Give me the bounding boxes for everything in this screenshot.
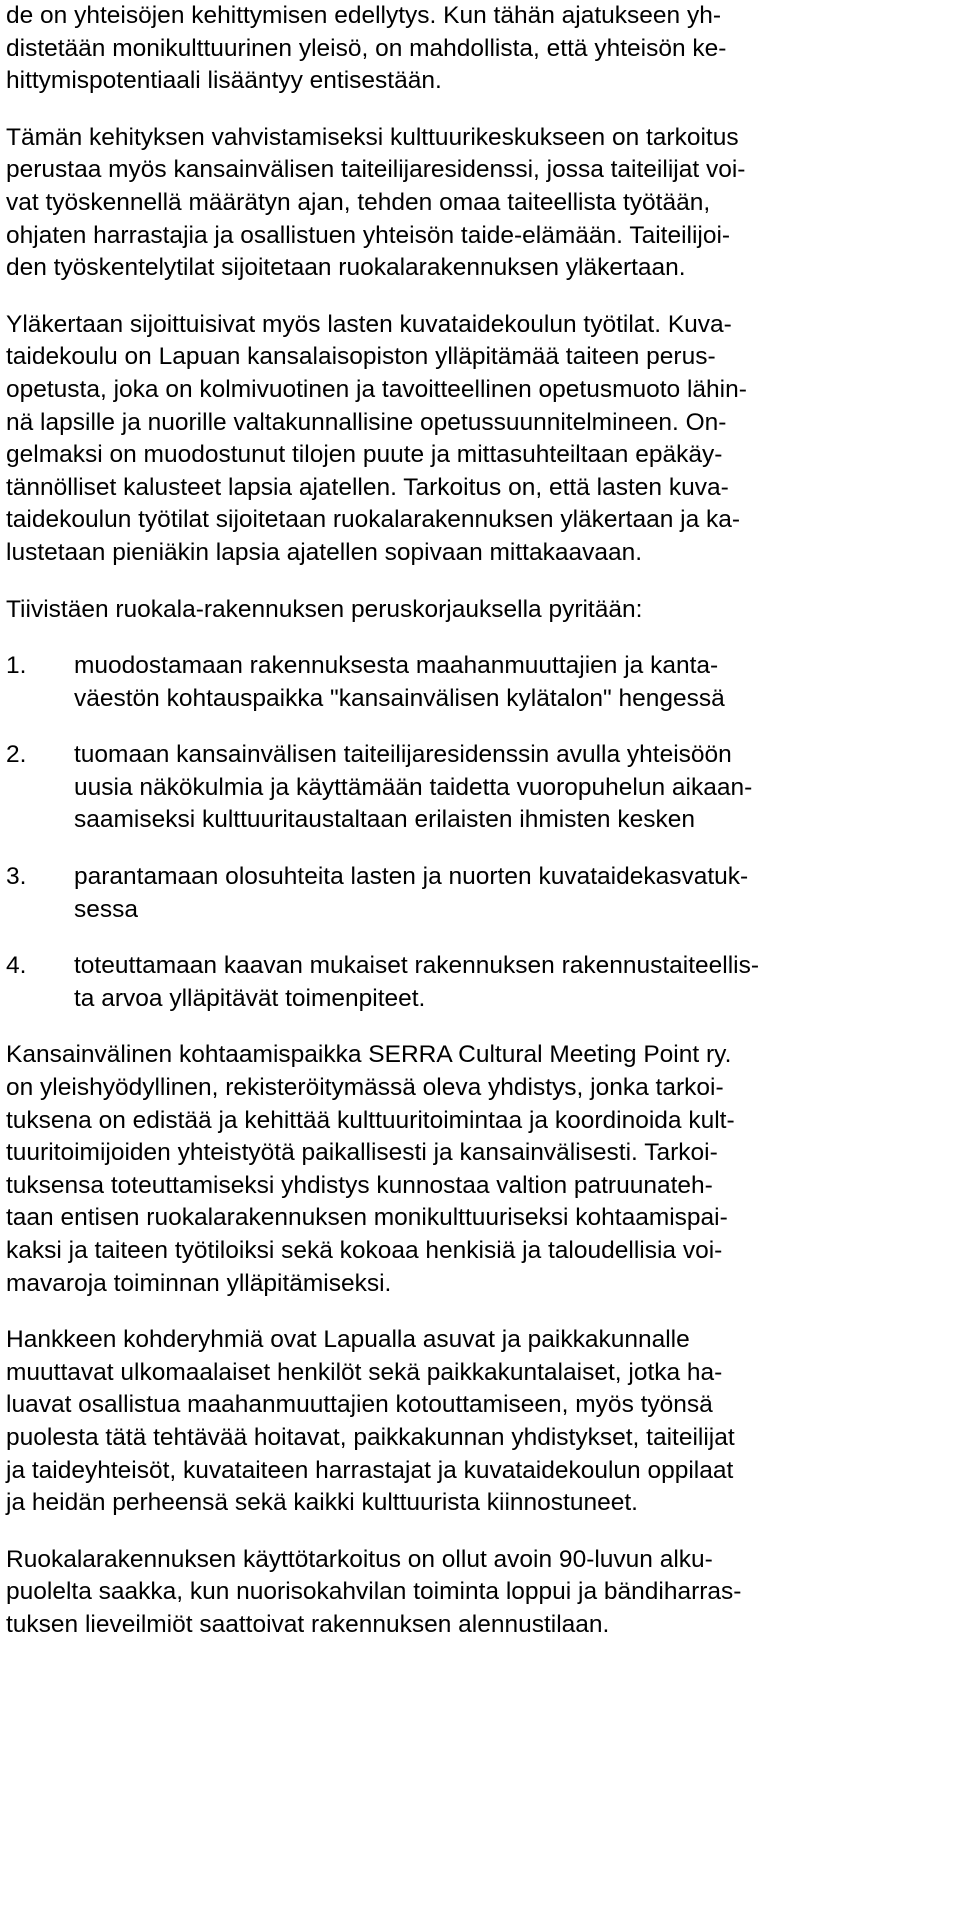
- list-item: [6, 739, 952, 837]
- list-item: [6, 950, 952, 1015]
- text-line: hittymispotentiaali lisääntyy entisestään.: [6, 67, 442, 95]
- text-line: taidekoulun työtilat sijoitetaan ruokalarakennuksen yläkertaan ja ka-: [6, 506, 741, 534]
- text-line: ja heidän perheensä sekä kaikki kulttuurista kiinnostuneet.: [6, 1489, 638, 1517]
- text-line: tuksen lieveilmiöt saattoivat rakennuksen alennustilaan.: [6, 1610, 610, 1638]
- paragraph-artist-residence: [6, 122, 952, 285]
- text-line: tuksena on edistää ja kehittää kulttuuritoimintaa ja koordinoida kult-: [6, 1106, 735, 1134]
- text-line: uusia näkökulmia ja käyttämään taidetta vuoropuhelun aikaan-: [74, 773, 753, 801]
- text-line: Tiivistäen ruokala-rakennuksen peruskorjauksella pyritään:: [6, 595, 643, 623]
- text-line: taan entisen ruokalarakennuksen monikulttuuriseksi kohtaamispai-: [6, 1204, 728, 1232]
- text-line: ja taideyhteisöt, kuvataiteen harrastajat ja kuvataidekoulun oppilaat: [6, 1456, 734, 1484]
- text-line: muodostamaan rakennuksesta maahanmuuttajien ja kanta-: [74, 652, 719, 680]
- text-line: vat työskennellä määrätyn ajan, tehden omaa taiteellista työtään,: [6, 188, 711, 216]
- text-line: kaksi ja taiteen työtiloiksi sekä kokoaa henkisiä ja taloudellisia voi-: [6, 1237, 723, 1264]
- text-line: saamiseksi kulttuuritaustaltaan erilaisten ihmisten kesken: [74, 806, 695, 834]
- list-item: [6, 861, 952, 926]
- text-line: puolesta tätä tehtävää hoitavat, paikkakunnan yhdistykset, taiteilijat: [6, 1423, 735, 1451]
- text-line: nä lapsille ja nuorille valtakunnallisine opetussuunnitelmineen. On-: [6, 408, 727, 436]
- text-line: opetusta, joka on kolmivuotinen ja tavoitteellinen opetusmuoto lähin-: [6, 375, 747, 403]
- paragraph-intro-continuation: [6, 0, 952, 98]
- text-line: parantamaan olosuhteita lasten ja nuorten kuvataidekasvatuk-: [74, 863, 749, 891]
- text-line: Tämän kehityksen vahvistamiseksi kulttuurikeskukseen on tarkoitus: [6, 123, 739, 151]
- text-line: luavat osallistua maahanmuuttajien kotouttamiseen, myös työnsä: [6, 1391, 713, 1419]
- text-line: on yleishyödyllinen, rekisteröitymässä oleva yhdistys, jonka tarkoi-: [6, 1074, 724, 1102]
- text-line: väestön kohtauspaikka "kansainvälisen kylätalon" hengessä: [74, 684, 725, 712]
- paragraph-target-groups: [6, 1324, 952, 1520]
- text-line: Kansainvälinen kohtaamispaikka SERRA Cultural Meeting Point ry.: [6, 1041, 732, 1069]
- text-line: lustetaan pieniäkin lapsia ajatellen sopivaan mittakaavaan.: [6, 538, 643, 566]
- list-number: 2.: [6, 741, 27, 769]
- text-line: muuttavat ulkomaalaiset henkilöt sekä paikkakuntalaiset, jotka ha-: [6, 1358, 723, 1386]
- text-line: Yläkertaan sijoittuisivat myös lasten kuvataidekoulun työtilat. Kuva-: [6, 310, 732, 338]
- text-line: gelmaksi on muodostunut tilojen puute ja mittasuhteiltaan epäkäy-: [6, 441, 723, 469]
- text-line: Ruokalarakennuksen käyttötarkoitus on ollut avoin 90-luvun alku-: [6, 1545, 713, 1573]
- text-line: perustaa myös kansainvälisen taiteilijaresidenssi, jossa taiteilijat voi-: [6, 156, 746, 184]
- list-number: 1.: [6, 652, 27, 680]
- list-item: [6, 650, 952, 715]
- text-line: ta arvoa ylläpitävät toimenpiteet.: [74, 984, 426, 1012]
- paragraph-building-history: [6, 1544, 952, 1642]
- text-line: ohjaten harrastajia ja osallistuen yhteisön taide-elämään. Taiteilijoi-: [6, 221, 731, 249]
- text-line: Hankkeen kohderyhmiä ovat Lapualla asuvat ja paikkakunnalle: [6, 1326, 690, 1354]
- text-line: puolelta saakka, kun nuorisokahvilan toiminta loppui ja bändiharras-: [6, 1578, 742, 1606]
- text-line: mavaroja toiminnan ylläpitämiseksi.: [6, 1269, 392, 1297]
- text-line: tuomaan kansainvälisen taiteilijaresidenssin avulla yhteisöön: [74, 741, 732, 769]
- text-line: tuuritoimijoiden yhteistyötä paikallisesti ja kansainvälisesti. Tarkoi-: [6, 1139, 718, 1167]
- text-line: sessa: [74, 895, 139, 923]
- paragraph-serra-association: [6, 1039, 952, 1300]
- text-line: toteuttamaan kaavan mukaiset rakennuksen rakennustaiteellis-: [74, 952, 760, 980]
- list-number: 3.: [6, 863, 27, 891]
- text-line: taidekoulu on Lapuan kansalaisopiston ylläpitämää taiteen perus-: [6, 343, 716, 371]
- list-number: 4.: [6, 952, 27, 980]
- paragraph-art-school: [6, 309, 952, 570]
- text-line: de on yhteisöjen kehittymisen edellytys. Kun tähän ajatukseen yh-: [6, 2, 722, 29]
- document-page: [6, 0, 952, 1642]
- paragraph-summary-intro: [6, 594, 952, 627]
- text-line: den työskentelytilat sijoitetaan ruokalarakennuksen yläkertaan.: [6, 254, 686, 282]
- text-line: tuksensa toteuttamiseksi yhdistys kunnostaa valtion patruunateh-: [6, 1171, 713, 1199]
- text-line: distetään monikulttuurinen yleisö, on mahdollista, että yhteisön ke-: [6, 34, 727, 62]
- text-line: tännölliset kalusteet lapsia ajatellen. Tarkoitus on, että lasten kuva-: [6, 473, 729, 501]
